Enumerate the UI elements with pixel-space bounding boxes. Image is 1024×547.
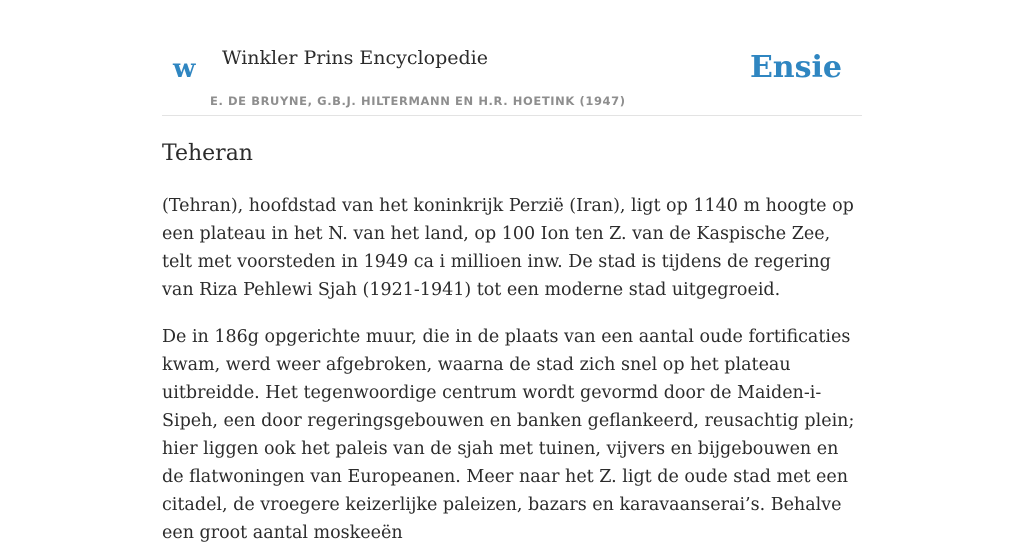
byline: E. DE BRUYNE, G.B.J. HILTERMANN EN H.R. HOETINK (1947) (210, 94, 626, 108)
article-paragraph-1: (Tehran), hoofdstad van het koninkrijk Perzië (Iran), ligt op 1140 m hoogte op een plateau in het N. van het land, op 100 Ion ten Z. van de Kaspische Zee, telt met voorsteden in 1949 ca i millioen inw. De stad is tijdens de regering van Riza Pehlewi Sjah (1921-1941) tot een moderne stad uitgegroeid. (162, 196, 854, 300)
page-container (162, 0, 862, 547)
brand-logo-link[interactable]: Ensie (749, 50, 842, 85)
site-title[interactable]: Winkler Prins Encyclopedie (222, 47, 488, 69)
article-paragraph-2: De in 186g opgerichte muur, die in de plaats van een aantal oude fortificaties kwam, werd weer afgebroken, waarna de stad zich snel op het plateau uitbreidde. Het tegenwoordige centrum wordt gevormd door de Maiden-i-Sipeh, een door regeringsgebouwen en banken geflankeerd, reusachtig plein; hier liggen ook het paleis van de sjah met tuinen, vijvers en bijgebouwen en de flatwoningen van Europeanen. Meer naar het Z. ligt de oude stad met een citadel, de vroegere keizerlijke paleizen, bazars en karavaanserai’s. Behalve een groot aantal moskeeën (162, 327, 855, 543)
article-title: Teheran (162, 141, 253, 166)
site-header (162, 0, 862, 116)
logo-w-icon[interactable]: w (173, 54, 196, 84)
